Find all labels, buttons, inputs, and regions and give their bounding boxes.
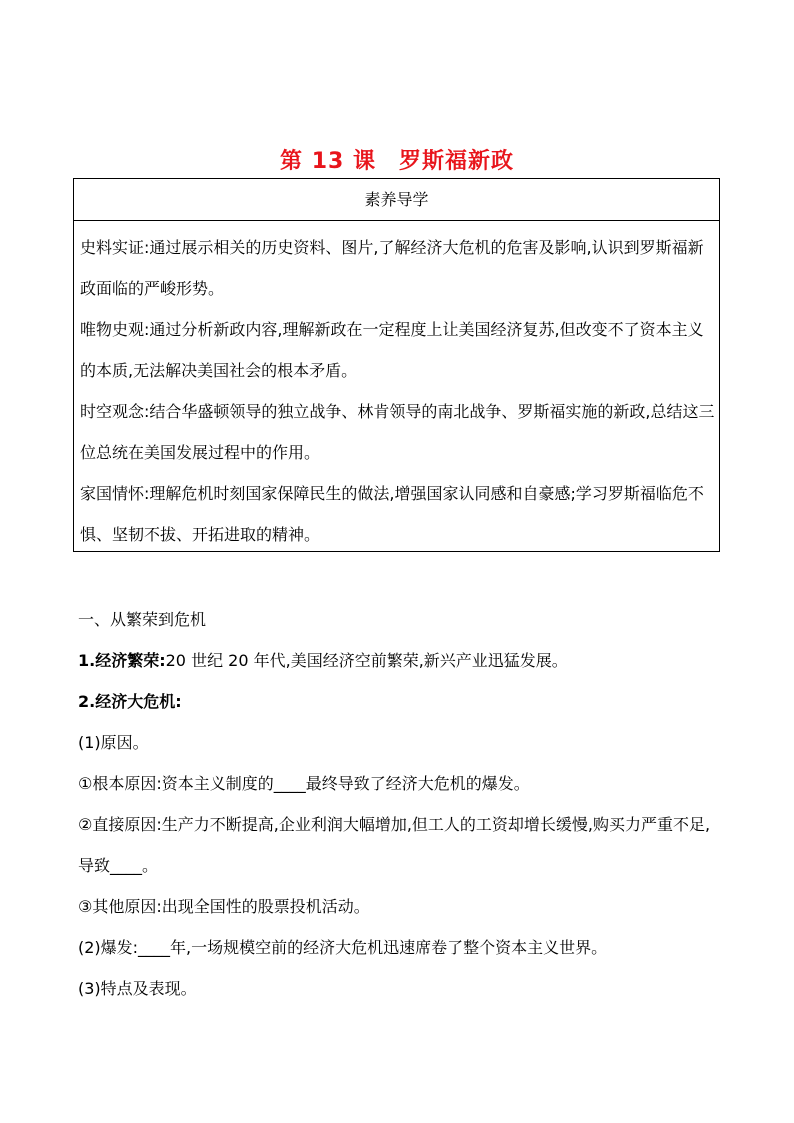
item-label: 1.经济繁荣: bbox=[78, 651, 166, 670]
cause-heading: (1)原因。 bbox=[78, 733, 149, 752]
section-heading: 一、从繁荣到危机 bbox=[78, 610, 207, 629]
literacy-item-patriotism: 家国情怀:理解危机时刻国家保障民生的做法,增强国家认同感和自豪感;学习罗斯福临危不惧、坚韧不拔、开拓进取的精神。 bbox=[80, 484, 704, 544]
cause-fundamental: ①根本原因:资本主义制度的____最终导致了经济大危机的爆发。 bbox=[78, 774, 530, 793]
cause-other: ③其他原因:出现全国性的股票投机活动。 bbox=[78, 897, 370, 916]
literacy-guide-body bbox=[74, 221, 719, 555]
literacy-item-spacetime: 时空观念:结合华盛顿领导的独立战争、林肯领导的南北战争、罗斯福实施的新政,总结这三位总统在美国发展过程中的作用。 bbox=[80, 402, 715, 462]
crisis-outbreak: (2)爆发:____年,一场规模空前的经济大危机迅速席卷了整个资本主义世界。 bbox=[78, 938, 608, 957]
literacy-item-evidence: 史料实证:通过展示相关的历史资料、图片,了解经济大危机的危害及影响,认识到罗斯福新政面临的严峻形势。 bbox=[80, 238, 704, 298]
crisis-features: (3)特点及表现。 bbox=[78, 979, 197, 998]
literacy-guide-box bbox=[73, 178, 720, 552]
lesson-title: 第 13 课 罗斯福新政 bbox=[280, 149, 514, 174]
item-economic-prosperity bbox=[78, 640, 718, 681]
cause-direct: ②直接原因:生产力不断提高,企业利润大幅增加,但工人的工资却增长缓慢,购买力严重不足,导致____。 bbox=[78, 815, 711, 875]
item-text: 20 世纪 20 年代,美国经济空前繁荣,新兴产业迅猛发展。 bbox=[165, 651, 568, 670]
literacy-item-materialism: 唯物史观:通过分析新政内容,理解新政在一定程度上让美国经济复苏,但改变不了资本主义的本质,无法解决美国社会的根本矛盾。 bbox=[80, 320, 704, 380]
literacy-guide-header: 素养导学 bbox=[74, 179, 719, 221]
section-prosperity-to-crisis bbox=[78, 599, 718, 1009]
item-great-depression: 2.经济大危机: bbox=[78, 692, 182, 711]
